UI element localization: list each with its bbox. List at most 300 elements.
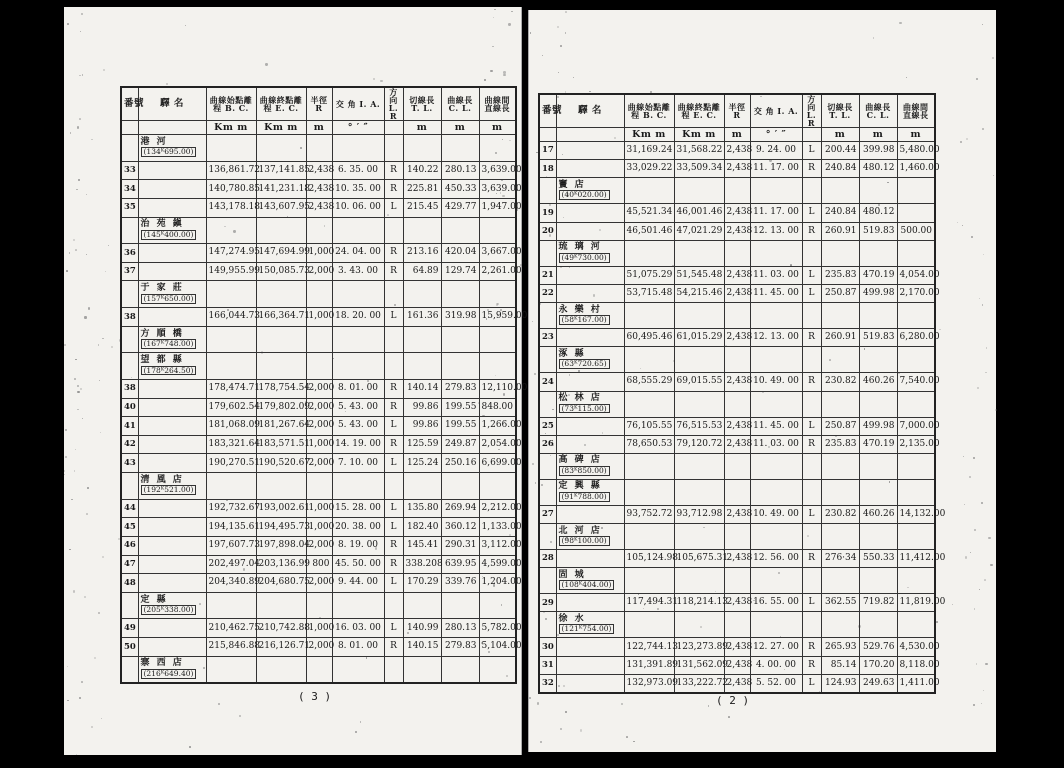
cell-empty xyxy=(441,592,479,619)
cell-empty xyxy=(897,391,935,417)
cell-empty xyxy=(138,262,206,281)
paper-speck xyxy=(580,729,582,731)
tl-value: 215.45 xyxy=(403,198,441,217)
cell-empty xyxy=(859,524,897,550)
direction-value: R xyxy=(384,536,403,555)
straight-value: 2,054.00 xyxy=(479,435,516,454)
curve-row xyxy=(121,198,516,217)
ec-value: 203,136.99 xyxy=(256,555,306,574)
cell-empty xyxy=(479,217,516,244)
station-name: 涿 縣 xyxy=(558,348,586,359)
station-distance: (83ᴷ850.00) xyxy=(559,466,610,476)
ec-value: 123,273.89 xyxy=(674,638,724,656)
cell-empty xyxy=(138,244,206,263)
unit-m: m xyxy=(479,121,516,135)
curve-number: 33 xyxy=(121,161,138,180)
bc-value: 143,178.18 xyxy=(206,198,256,217)
radius-value: 2,438 xyxy=(724,373,750,391)
paper-speck xyxy=(484,79,485,80)
cell-empty xyxy=(256,281,306,308)
header-bc: 曲線始點離程 B. C. xyxy=(624,94,674,128)
ec-value: 31,568.22 xyxy=(674,142,724,160)
station-name: 松 林 店 xyxy=(558,393,602,404)
paper-speck xyxy=(218,703,220,705)
station-row xyxy=(539,524,935,550)
curve-row xyxy=(121,518,516,537)
curve-number: 43 xyxy=(121,454,138,473)
station-distance: (98ᴷ100.00) xyxy=(559,536,610,546)
bc-value: 202,497.04 xyxy=(206,555,256,574)
radius-value: 2,438 xyxy=(306,180,332,199)
station-name: 望 都 縣 xyxy=(140,355,184,366)
tl-value: 125.24 xyxy=(403,454,441,473)
paper-speck xyxy=(508,23,510,25)
tl-value: 140.99 xyxy=(403,619,441,638)
cell-empty xyxy=(256,592,306,619)
cell-empty xyxy=(556,594,624,612)
ec-value: 204,680.75 xyxy=(256,574,306,593)
direction-value: R xyxy=(384,244,403,263)
cell-empty xyxy=(556,373,624,391)
curve-row xyxy=(121,262,516,281)
paper-speck xyxy=(979,298,980,299)
curve-row xyxy=(539,222,935,240)
cell-empty xyxy=(897,178,935,204)
paper-speck xyxy=(957,222,958,223)
cell-empty xyxy=(556,638,624,656)
paper-speck xyxy=(540,741,542,743)
cl-value: 199.55 xyxy=(441,417,479,436)
cell-empty xyxy=(256,217,306,244)
curve-number: 17 xyxy=(539,142,556,160)
unit-km: Km m xyxy=(206,121,256,135)
paper-speck xyxy=(87,487,89,489)
curve-number: 42 xyxy=(121,435,138,454)
station-name: 港 河 xyxy=(140,136,168,147)
cl-value: 639.95 xyxy=(441,555,479,574)
ec-value: 166,364.71 xyxy=(256,308,306,327)
station-distance: (121ᴷ754.00) xyxy=(559,624,615,634)
curve-number: 19 xyxy=(539,204,556,222)
radius-value: 1,000 xyxy=(306,435,332,454)
ia-value: 16. 03. 00 xyxy=(332,619,384,638)
station-cell xyxy=(138,326,206,353)
cell-empty xyxy=(724,453,750,479)
station-cell xyxy=(138,473,206,500)
cell-empty xyxy=(138,454,206,473)
cell-empty xyxy=(332,656,384,683)
tl-value: 240.84 xyxy=(821,204,859,222)
cell-empty xyxy=(138,555,206,574)
bc-value: 149,955.99 xyxy=(206,262,256,281)
straight-value: 3,639.00 xyxy=(479,180,516,199)
paper-speck xyxy=(78,179,79,180)
cell-empty xyxy=(897,568,935,594)
cell-empty xyxy=(539,524,556,550)
tl-value: 200.44 xyxy=(821,142,859,160)
straight-value: 4,054.00 xyxy=(897,266,935,284)
cl-value: 279.83 xyxy=(441,379,479,398)
cl-value: 170.20 xyxy=(859,656,897,674)
paper-speck xyxy=(71,499,72,500)
curve-number: 24 xyxy=(539,373,556,391)
station-row xyxy=(121,217,516,244)
cell-empty xyxy=(674,524,724,550)
straight-value: 3,667.00 xyxy=(479,244,516,263)
paper-speck xyxy=(86,513,88,515)
cell-empty xyxy=(206,217,256,244)
radius-value: 2,438 xyxy=(306,161,332,180)
cell-empty xyxy=(138,308,206,327)
cell-empty xyxy=(138,574,206,593)
ec-value: 46,001.46 xyxy=(674,204,724,222)
paper-speck xyxy=(380,80,382,82)
cell-empty xyxy=(384,326,403,353)
paper-speck xyxy=(74,470,75,471)
straight-value: 1,133.00 xyxy=(479,518,516,537)
paper-speck xyxy=(621,703,623,705)
direction-value: R xyxy=(802,435,821,453)
paper-speck xyxy=(565,711,566,712)
cell-empty xyxy=(384,592,403,619)
cell-empty xyxy=(556,160,624,178)
paper-speck xyxy=(94,657,96,659)
cell-empty xyxy=(859,568,897,594)
station-name: 永 樂 村 xyxy=(558,304,602,315)
cell-empty xyxy=(724,568,750,594)
cell-empty xyxy=(674,453,724,479)
unit-m: m xyxy=(403,121,441,135)
paper-speck xyxy=(899,22,901,24)
paper-speck xyxy=(66,270,68,272)
cell-empty xyxy=(441,217,479,244)
cell-empty xyxy=(859,178,897,204)
paper-speck xyxy=(108,245,109,246)
direction-value: R xyxy=(384,262,403,281)
cl-value: 470.19 xyxy=(859,435,897,453)
ec-value: 133,222.72 xyxy=(674,674,724,692)
radius-value: 2,438 xyxy=(306,198,332,217)
paper-speck xyxy=(65,456,67,458)
ia-value: 6. 35. 00 xyxy=(332,161,384,180)
curve-number: 25 xyxy=(539,417,556,435)
paper-speck xyxy=(189,746,191,748)
bc-value: 46,501.46 xyxy=(624,222,674,240)
cell-empty xyxy=(821,240,859,266)
straight-value: 5,782.00 xyxy=(479,619,516,638)
paper-speck xyxy=(906,77,907,78)
curve-row xyxy=(121,499,516,518)
cell-empty xyxy=(332,592,384,619)
curve-row xyxy=(121,308,516,327)
tl-value: 230.82 xyxy=(821,505,859,523)
station-cell xyxy=(138,353,206,380)
cell-empty xyxy=(556,417,624,435)
cell-empty xyxy=(138,518,206,537)
radius-value: 2,438 xyxy=(724,417,750,435)
cell-empty xyxy=(479,281,516,308)
tl-value: 213.16 xyxy=(403,244,441,263)
station-name: 固 城 xyxy=(558,569,586,580)
ec-value: 181,267.64 xyxy=(256,417,306,436)
bc-value: 93,752.72 xyxy=(624,505,674,523)
ec-value: 33,509.34 xyxy=(674,160,724,178)
cell-empty xyxy=(556,222,624,240)
paper-speck xyxy=(102,338,103,339)
bc-value: 53,715.48 xyxy=(624,284,674,302)
paper-speck xyxy=(984,579,986,581)
ec-value: 79,120.72 xyxy=(674,435,724,453)
paper-speck xyxy=(728,716,730,718)
unit-km: Km m xyxy=(624,128,674,142)
cell-empty xyxy=(306,473,332,500)
cell-empty xyxy=(821,303,859,329)
cl-value: 480.12 xyxy=(859,204,897,222)
curve-number: 40 xyxy=(121,398,138,417)
cl-value: 129.74 xyxy=(441,262,479,281)
header-cl: 曲線長 C. L. xyxy=(441,87,479,121)
cell-empty xyxy=(802,524,821,550)
ec-value: 54,215.46 xyxy=(674,284,724,302)
paper-speck xyxy=(560,45,562,47)
bc-value: 166,044.73 xyxy=(206,308,256,327)
straight-value: 3,112.00 xyxy=(479,536,516,555)
station-distance: (134ᴷ695.00) xyxy=(141,147,197,157)
direction-value: L xyxy=(802,266,821,284)
tl-value: 161.36 xyxy=(403,308,441,327)
cell-empty xyxy=(384,353,403,380)
paper-speck xyxy=(492,46,494,48)
cell-empty xyxy=(121,473,138,500)
paper-speck xyxy=(974,529,976,531)
straight-value: 1,460.00 xyxy=(897,160,935,178)
ia-value: 45. 50. 00 xyxy=(332,555,384,574)
cell-empty xyxy=(206,353,256,380)
curve-row xyxy=(121,454,516,473)
tl-value: 240.84 xyxy=(821,160,859,178)
curve-row xyxy=(121,244,516,263)
tl-value: 99.86 xyxy=(403,398,441,417)
cell-empty xyxy=(624,178,674,204)
direction-value: L xyxy=(384,308,403,327)
cell-empty xyxy=(403,281,441,308)
cell-empty xyxy=(121,592,138,619)
curve-number: 34 xyxy=(121,180,138,199)
cell-empty xyxy=(332,281,384,308)
cell-empty xyxy=(332,217,384,244)
tl-value: 250.87 xyxy=(821,284,859,302)
direction-value: L xyxy=(384,619,403,638)
paper-speck xyxy=(493,17,494,18)
direction-value: R xyxy=(802,222,821,240)
ec-value: 194,495.73 xyxy=(256,518,306,537)
paper-speck xyxy=(79,697,81,699)
station-name: 定 縣 xyxy=(140,594,168,605)
cell-empty xyxy=(859,453,897,479)
direction-value: L xyxy=(384,417,403,436)
paper-speck xyxy=(67,666,68,667)
paper-speck xyxy=(979,589,980,590)
ia-value: 11. 17. 00 xyxy=(750,204,802,222)
cell-empty xyxy=(441,281,479,308)
cell-empty xyxy=(121,326,138,353)
paper-speck xyxy=(494,9,495,10)
cell-empty xyxy=(539,391,556,417)
radius-value: 1,000 xyxy=(306,518,332,537)
paper-speck xyxy=(960,141,962,143)
paper-speck xyxy=(64,474,65,475)
station-distance: (216ᴷ649.40) xyxy=(141,669,197,679)
paper-speck xyxy=(971,236,973,238)
cell-empty xyxy=(750,240,802,266)
paper-speck xyxy=(995,409,997,411)
cell-empty xyxy=(539,240,556,266)
ia-value: 10. 49. 00 xyxy=(750,373,802,391)
paper-speck xyxy=(964,504,965,505)
curve-number: 23 xyxy=(539,329,556,347)
cell-empty xyxy=(802,479,821,505)
tl-value: 235.83 xyxy=(821,266,859,284)
cell-empty xyxy=(206,592,256,619)
radius-value: 2,000 xyxy=(306,398,332,417)
station-row xyxy=(121,281,516,308)
cell-empty xyxy=(479,656,516,683)
cell-empty xyxy=(138,198,206,217)
station-name: 高 碑 店 xyxy=(558,455,602,466)
cell-empty xyxy=(121,217,138,244)
cell-empty xyxy=(332,473,384,500)
paper-speck xyxy=(983,690,984,691)
direction-value: L xyxy=(802,284,821,302)
paper-speck xyxy=(69,549,71,551)
tl-value: 85.14 xyxy=(821,656,859,674)
ec-value: 193,002.61 xyxy=(256,499,306,518)
ec-value: 179,802.09 xyxy=(256,398,306,417)
cl-value: 450.33 xyxy=(441,180,479,199)
ia-value: 5. 43. 00 xyxy=(332,417,384,436)
direction-value: L xyxy=(384,518,403,537)
ec-value: 216,126.71 xyxy=(256,638,306,657)
bc-value: 60,495.46 xyxy=(624,329,674,347)
paper-speck xyxy=(76,754,77,755)
station-distance: (58ᴷ167.00) xyxy=(559,315,610,325)
ec-value: 47,021.29 xyxy=(674,222,724,240)
cell-empty xyxy=(206,656,256,683)
paper-speck xyxy=(239,715,241,717)
paper-speck xyxy=(82,74,83,75)
paper-speck xyxy=(532,321,533,322)
curve-row xyxy=(121,638,516,657)
radius-value: 2,438 xyxy=(724,266,750,284)
cell-empty xyxy=(384,135,403,162)
curve-row xyxy=(539,435,935,453)
header-direction: 方向 L. R xyxy=(384,87,403,121)
ia-value: 12. 13. 00 xyxy=(750,222,802,240)
paper-speck xyxy=(534,373,536,375)
cell-empty xyxy=(724,178,750,204)
ia-value: 11. 45. 00 xyxy=(750,417,802,435)
curve-row xyxy=(121,379,516,398)
paper-speck xyxy=(360,721,361,722)
paper-speck xyxy=(589,91,590,92)
station-cell xyxy=(138,281,206,308)
cell-empty xyxy=(802,453,821,479)
paper-speck xyxy=(981,703,982,704)
station-cell xyxy=(556,240,624,266)
direction-value: R xyxy=(802,638,821,656)
ia-value: 7. 10. 00 xyxy=(332,454,384,473)
curve-number: 44 xyxy=(121,499,138,518)
cell-empty xyxy=(674,240,724,266)
paper-speck xyxy=(560,728,562,730)
station-cell xyxy=(556,612,624,638)
curve-row xyxy=(539,373,935,391)
cell-empty xyxy=(138,180,206,199)
paper-speck xyxy=(573,77,574,78)
cell-empty xyxy=(750,453,802,479)
tl-value: 145.41 xyxy=(403,536,441,555)
header-no: 番號 xyxy=(121,87,138,121)
direction-value: R xyxy=(384,398,403,417)
tl-value: 64.89 xyxy=(403,262,441,281)
paper-speck xyxy=(708,705,709,706)
curve-number: 18 xyxy=(539,160,556,178)
station-cell xyxy=(556,347,624,373)
paper-speck xyxy=(101,718,102,719)
cell-empty xyxy=(403,592,441,619)
bc-value: 140,780.85 xyxy=(206,180,256,199)
bc-value: 136,861.72 xyxy=(206,161,256,180)
header-bc: 曲線始點離程 B. C. xyxy=(206,87,256,121)
ec-value: 76,515.53 xyxy=(674,417,724,435)
station-name: 北 河 店 xyxy=(558,525,602,536)
cell-empty xyxy=(802,391,821,417)
straight-value: 12,110.00 xyxy=(479,379,516,398)
paper-speck xyxy=(963,456,964,457)
header-straight: 曲線間直線長 xyxy=(897,94,935,128)
cell-empty xyxy=(897,347,935,373)
cl-value: 499.98 xyxy=(859,284,897,302)
cl-value: 550.33 xyxy=(859,550,897,568)
radius-value: 2,000 xyxy=(306,638,332,657)
cell-empty xyxy=(384,217,403,244)
radius-value: 1,000 xyxy=(306,244,332,263)
direction-value: L xyxy=(802,142,821,160)
tl-value: 260.91 xyxy=(821,222,859,240)
unit-m: m xyxy=(441,121,479,135)
ec-value: 105,675.31 xyxy=(674,550,724,568)
curve-row xyxy=(539,160,935,178)
station-distance: (157ᴷ650.00) xyxy=(141,294,197,304)
cell-empty xyxy=(121,353,138,380)
paper-speck xyxy=(86,254,87,255)
radius-value: 2,438 xyxy=(724,505,750,523)
tl-value: 362.55 xyxy=(821,594,859,612)
ia-value: 8. 01. 00 xyxy=(332,638,384,657)
station-distance: (63ᴷ720.65) xyxy=(559,359,610,369)
bc-value: 190,270.51 xyxy=(206,454,256,473)
cell-empty xyxy=(750,612,802,638)
curve-row xyxy=(121,574,516,593)
cl-value: 529.76 xyxy=(859,638,897,656)
cell-empty xyxy=(556,284,624,302)
paper-speck xyxy=(490,70,492,72)
radius-value: 1,000 xyxy=(306,619,332,638)
cl-value: 269.94 xyxy=(441,499,479,518)
page-number-left: ( 3 ) xyxy=(298,690,332,703)
bc-value: 68,555.29 xyxy=(624,373,674,391)
direction-value: R xyxy=(384,638,403,657)
